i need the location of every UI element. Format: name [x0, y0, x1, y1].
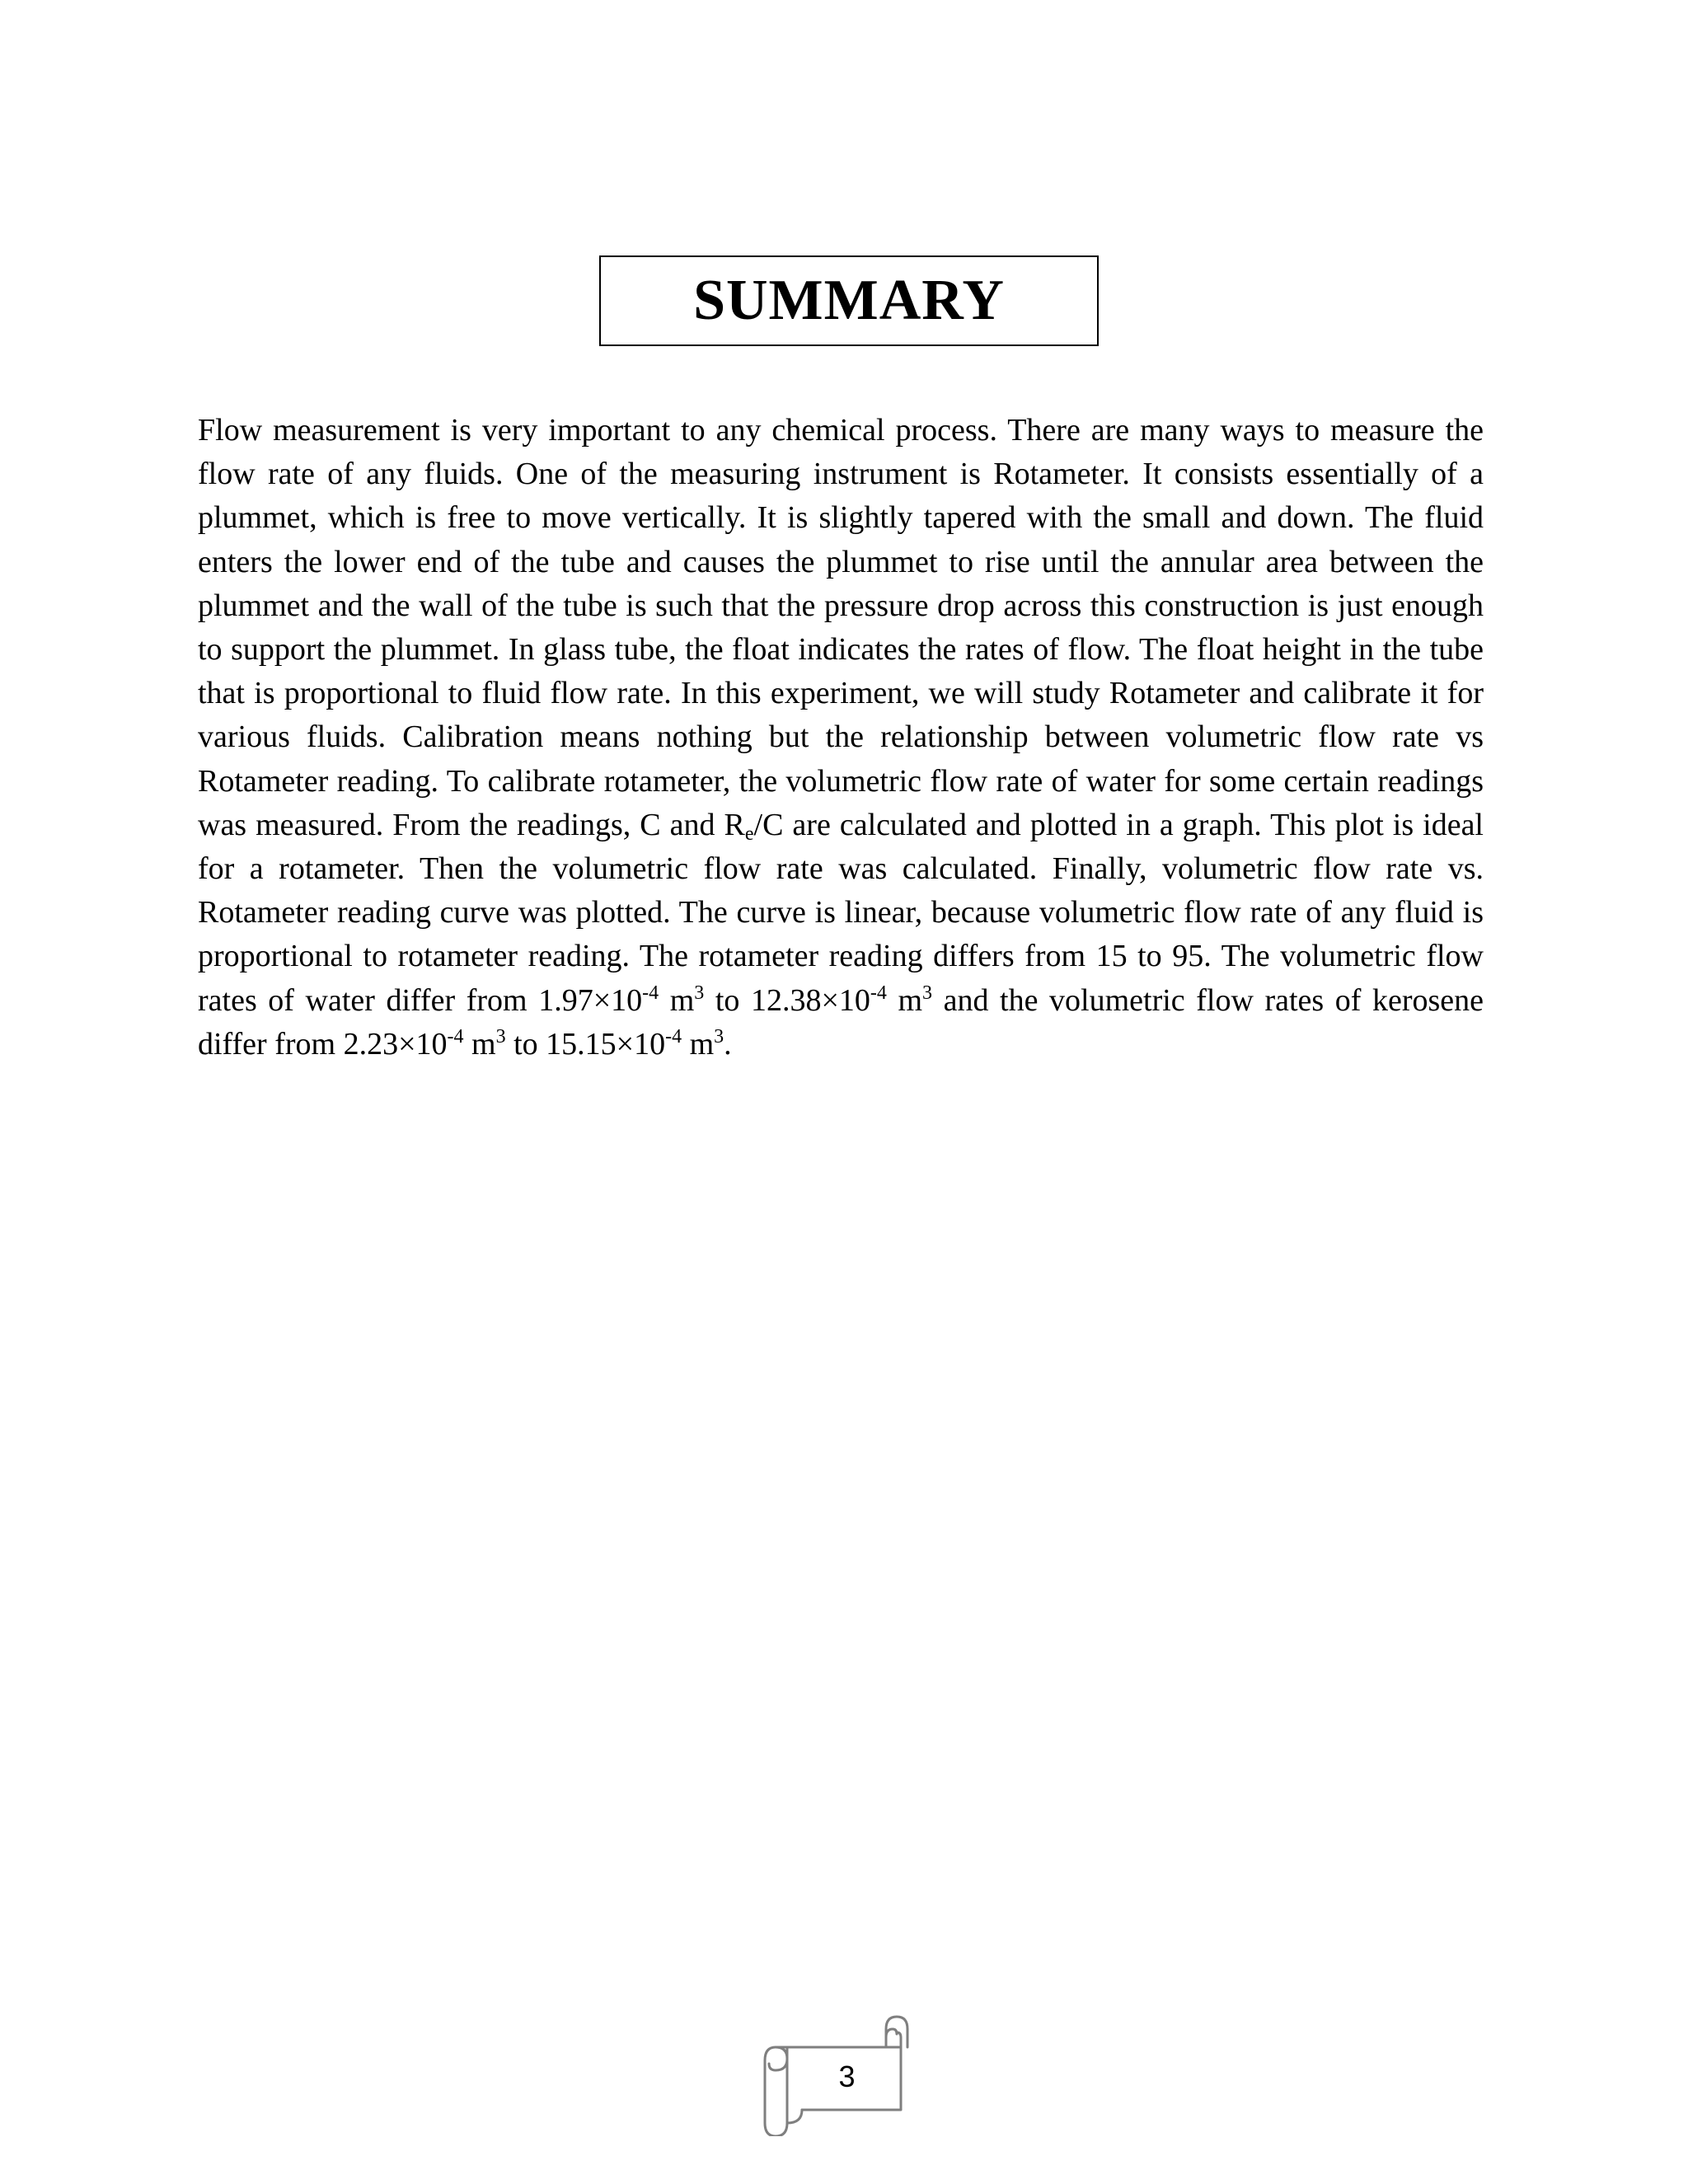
page-title: SUMMARY — [693, 269, 1005, 332]
unit-m: m — [659, 982, 695, 1018]
kerosene-flow-min-exponent: -4 — [447, 1025, 464, 1047]
unit-exponent: 3 — [495, 1025, 506, 1047]
sentence-end: . — [724, 1026, 732, 1062]
page-number-scroll — [762, 2013, 919, 2136]
summary-text-part-1: Flow measurement is very important to any chemical process. There are many ways to measure the flow rate of any fluids. One of the measuring instrument is Rotameter. It consists essentially of a plummet, which is free to move vertically. It is slightly tapered with the small and down. The fluid enters the lower end of the tube and causes the plummet to rise until the annular area between the plummet and the wall of the tube is such that the pressure drop across this construction is just enough to support the plummet. In glass tube, the float indicates the rates of flow. The float height in the tube that is proportional to fluid flow rate. In this experiment, we will study Rotameter and calibrate it for various fluids. Calibration means nothing but the relationship between volumetric flow rate vs Rotameter reading. To calibrate rotameter, the volumetric flow rate of water for some certain readings was measured. From the readings, C and R — [198, 413, 1484, 842]
summary-text-part-2: /C are calculated and plotted in a graph. This plot is ideal for a rotameter. Then the volumetric flow rate was calculated. Finally, volumetric flow rate vs. Rotameter reading curve was plotted. The curve is linear, because volumetric flow rate of any fluid is proportional to rotameter reading. The rotameter reading differs from 15 to 95. The volumetric flow rates of water differ from — [198, 807, 1484, 1018]
connector-to: to — [704, 982, 751, 1018]
summary-text-part-3: and the volumetric flow rates of kerosene differ from — [198, 982, 1484, 1062]
water-flow-min-exponent: -4 — [642, 982, 659, 1004]
unit-m: m — [463, 1026, 496, 1062]
reynolds-subscript: e — [744, 823, 754, 845]
water-flow-min: 1.97×10 — [538, 982, 643, 1018]
kerosene-flow-min: 2.23×10 — [343, 1026, 448, 1062]
unit-m: m — [682, 1026, 715, 1062]
water-flow-max: 12.38×10 — [750, 982, 870, 1018]
kerosene-flow-max-exponent: -4 — [665, 1025, 682, 1047]
kerosene-flow-max: 15.15×10 — [546, 1026, 666, 1062]
summary-paragraph — [198, 409, 1484, 1066]
page-number: 3 — [838, 2060, 856, 2093]
summary-title-box — [599, 255, 1099, 346]
unit-exponent: 3 — [694, 982, 705, 1004]
unit-m: m — [886, 982, 923, 1018]
connector-to: to — [505, 1026, 546, 1062]
unit-exponent: 3 — [922, 982, 933, 1004]
water-flow-max-exponent: -4 — [870, 982, 887, 1004]
unit-exponent: 3 — [714, 1025, 724, 1047]
